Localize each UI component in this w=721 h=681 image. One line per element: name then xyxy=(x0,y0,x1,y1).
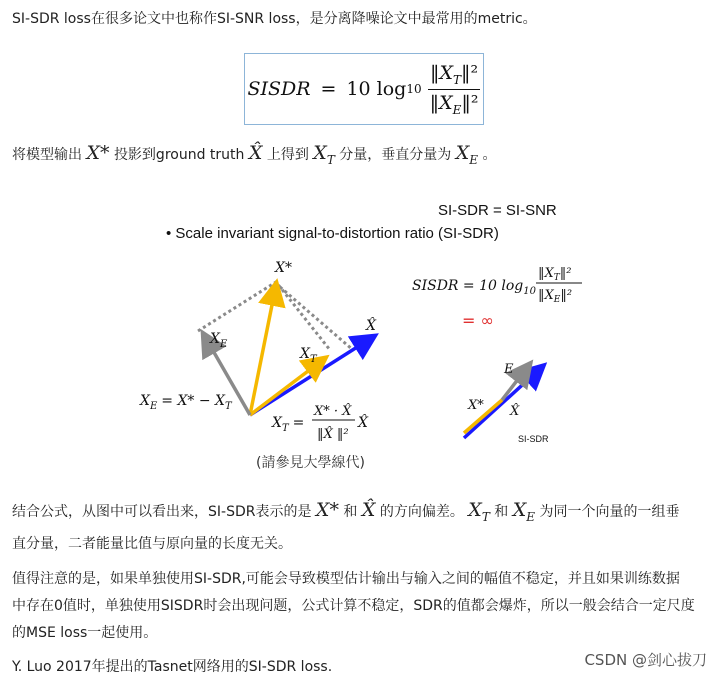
small-caption: SI-SDR xyxy=(518,434,549,444)
formula-fraction xyxy=(428,62,481,117)
vector-diagram xyxy=(130,195,600,480)
dotted-side xyxy=(280,287,353,350)
note-paragraph: 值得注意的是，如果单独使用SI-SDR,可能会导致模型估计输出与输入之间的幅值不稳定，并且如果训练数据 中存在0值时，单独使用SISDR时会出现问题，公式计算不稳定，SDR的值都会爆炸，所以一般会结合一定尺度 的MSE loss一起使用。 xyxy=(12,571,695,641)
formula-numerator: $‖X_T‖^2$ xyxy=(428,62,480,90)
small-xstar-label: X* xyxy=(468,398,484,413)
small-e-label: E xyxy=(504,362,514,377)
formula-lhs: SISDR xyxy=(247,78,311,100)
combine-xstar: X* xyxy=(315,499,339,521)
formula-box xyxy=(244,53,484,125)
math-xt: $X_T$ xyxy=(313,142,335,167)
projection-text: 将模型输出 X* 投影到ground truth X̂ 上得到 $X_T$ 分量，垂直分量为 $X_E$ 。 xyxy=(12,142,497,167)
csdn-watermark: CSDN @剑心拔刀 xyxy=(584,651,707,669)
math-xhat: X̂ xyxy=(248,142,263,164)
infinity-label: = ∞ xyxy=(462,311,494,330)
eq-xt-num: X* · X̂ xyxy=(314,404,352,419)
right-formula-num: $‖X_T‖^2$ xyxy=(538,266,572,283)
label-xhat: X̂ xyxy=(366,318,376,334)
combine-paragraph: 结合公式，从图中可以看出来，SI-SDR表示的是 X* 和 X̂ 的方向偏差。 $X_T$ 和 $X_E$ 为同一个向量的一组垂 直分量，二者能量比值与原向量的长度无关。 xyxy=(12,499,680,552)
formula-denominator: $‖X_E‖^2$ xyxy=(429,91,479,117)
formula-eq: = xyxy=(320,78,337,100)
sisdr-formula xyxy=(245,54,483,124)
eq-xt-den: ‖X̂ ‖² xyxy=(317,427,349,442)
si-sdr-figure xyxy=(130,195,600,480)
figure-title-2: • Scale invariant signal-to-distortion ratio (SI-SDR) xyxy=(166,225,499,242)
eq-xe: $X_E = X* - X_T$ xyxy=(140,393,232,412)
figure-title-1: SI-SDR = SI-SNR xyxy=(438,202,557,219)
figure-caption: (請參見大學線代) xyxy=(256,455,365,471)
combine-xe: $X_E$ xyxy=(512,499,536,524)
math-xstar: X* xyxy=(86,142,110,164)
right-formula: SISDR = 10 $\log_{10}$ xyxy=(412,278,536,297)
xhat-vector xyxy=(250,337,373,415)
formula-coef: 10 log xyxy=(346,78,407,100)
footer-text: Y. Luo 2017年提出的Tasnet网络用的SI-SDR loss. xyxy=(12,659,333,675)
math-xe: $X_E$ xyxy=(455,142,479,167)
label-xt: $X_T$ xyxy=(300,346,317,365)
label-xstar: X* xyxy=(275,260,292,276)
intro-text: SI-SDR loss在很多论文中也称作SI-SNR loss，是分离降噪论文中最常用的metric。 xyxy=(12,11,537,27)
small-xhat-label: X̂ xyxy=(510,404,520,419)
formula-base: 10 xyxy=(406,82,422,96)
right-formula-den: $‖X_E‖^2$ xyxy=(538,288,573,305)
eq-xt-tail: X̂ xyxy=(358,415,368,431)
eq-xt: $X_T$ = xyxy=(272,415,305,434)
xstar-vector xyxy=(250,285,276,415)
label-xe: $X_E$ xyxy=(210,331,228,350)
combine-xhat: X̂ xyxy=(361,499,376,521)
combine-xt: $X_T$ xyxy=(468,499,490,524)
